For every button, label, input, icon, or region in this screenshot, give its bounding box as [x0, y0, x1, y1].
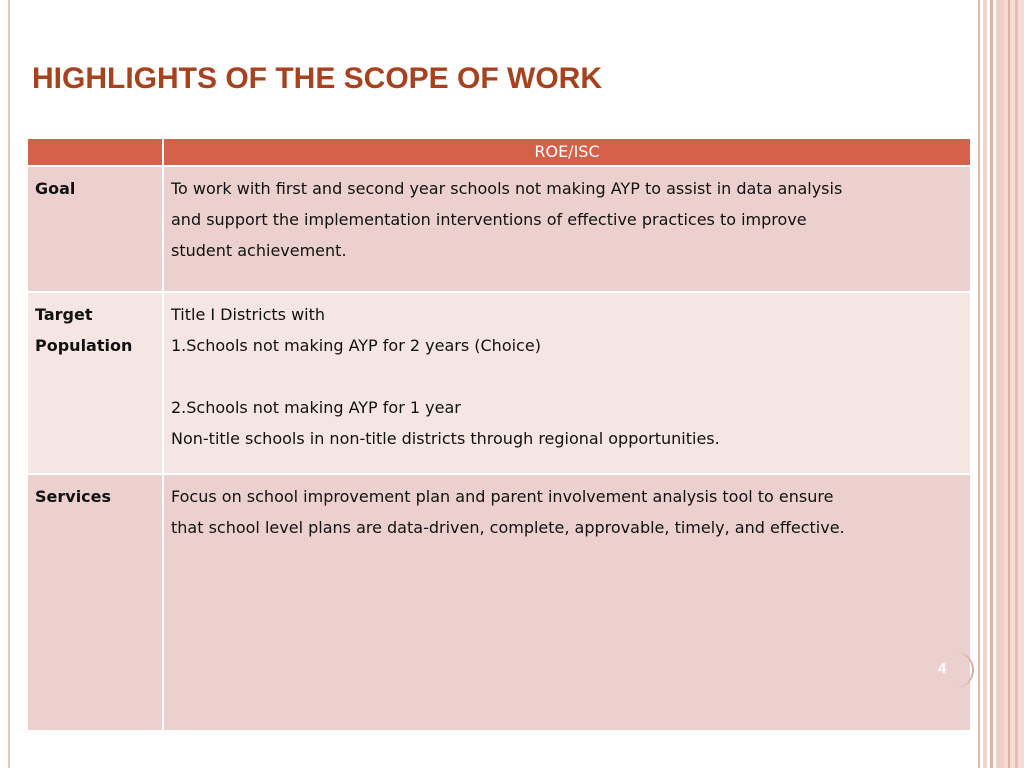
header-cell-empty [27, 138, 163, 166]
row-label-services: Services [27, 474, 163, 731]
population-line: 2.Schools not making AYP for 1 year [171, 398, 461, 417]
goal-line: To work with first and second year schools not making AYP to assist in data analysis [171, 179, 843, 198]
table-row-goal [27, 166, 971, 292]
blank-line [171, 361, 964, 392]
population-line: Non-title schools in non-title districts through regional opportunities. [171, 429, 720, 448]
population-line: Title I Districts with [171, 305, 326, 324]
population-line: 1.Schools not making AYP for 2 years (Choice) [171, 336, 541, 355]
page-number-badge [930, 652, 974, 688]
table-header-row [27, 138, 971, 166]
row-content-target-population [163, 292, 971, 474]
row-content-services [163, 474, 971, 731]
table-row-services [27, 474, 971, 731]
scope-table [26, 137, 972, 732]
goal-line: student achievement. [171, 241, 347, 260]
row-content-goal [163, 166, 971, 292]
services-line: that school level plans are data-driven, complete, approvable, timely, and effective. [171, 518, 845, 537]
right-decorative-stripes [978, 0, 1024, 768]
goal-line: and support the implementation interventions of effective practices to improve [171, 210, 807, 229]
services-line: Focus on school improvement plan and parent involvement analysis tool to ensure [171, 487, 834, 506]
header-cell-roe-isc: ROE/ISC [163, 138, 971, 166]
left-border-rule [8, 0, 10, 768]
label-line: Population [35, 336, 133, 355]
row-label-target-population [27, 292, 163, 474]
table-row-target-population [27, 292, 971, 474]
label-line: Target [35, 305, 93, 324]
page-number: 4 [938, 660, 947, 677]
slide-title: HIGHLIGHTS OF THE SCOPE OF WORK [32, 62, 602, 95]
row-label-goal: Goal [27, 166, 163, 292]
